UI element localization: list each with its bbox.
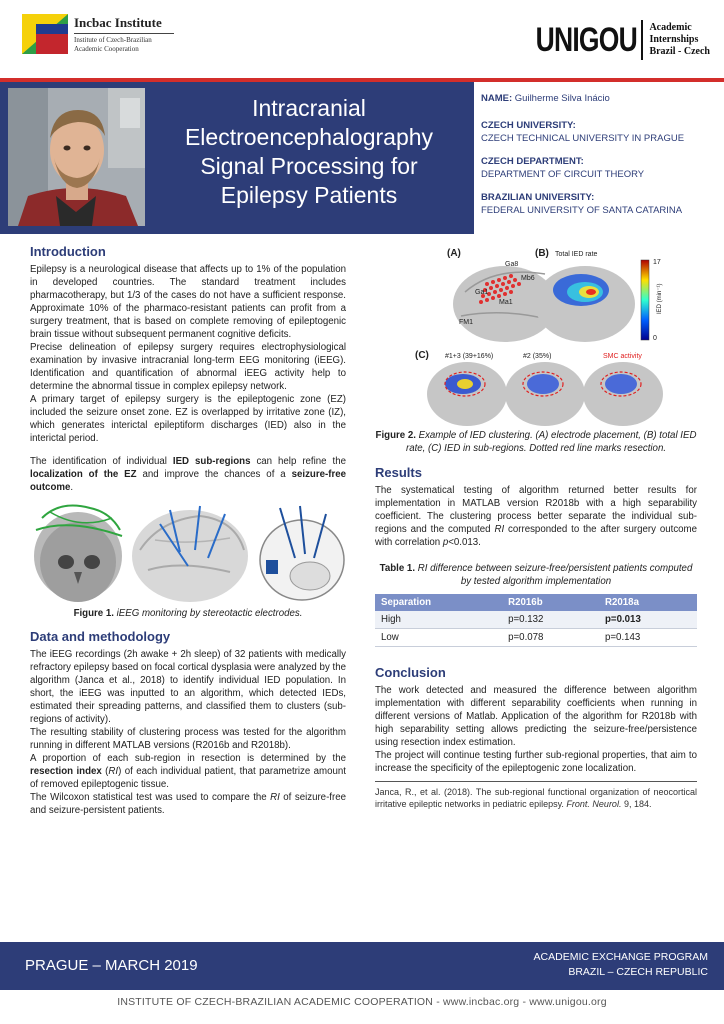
left-column [30, 244, 346, 817]
poster-title [150, 94, 468, 210]
introduction-heading: Introduction [30, 244, 106, 259]
electrode-ga8: Ga8 [505, 261, 519, 268]
table-1-caption: Table 1. RI difference between seizure-free/persistent patients computed by tested algorithm implementation [379, 563, 693, 587]
fig2-b-title: Total IED rate [555, 251, 598, 258]
unigou-wordmark: UNIGOU [536, 21, 638, 59]
footer-location-date: PRAGUE – MARCH 2019 [25, 957, 198, 974]
info-czech-department [481, 155, 724, 181]
table-row: Low p=0.078 p=0.143 [375, 629, 697, 647]
conclusion-paragraph-2: The project will continue testing further sub-regional properties, that aim to increase the specificity of the epileptogenic zone localization. [375, 750, 697, 774]
electrode-mb6: Mb6 [521, 275, 535, 282]
figure-2-image [375, 244, 697, 430]
table-row: High p=0.132 p=0.013 [375, 611, 697, 629]
czech-dept-value: DEPARTMENT OF CIRCUIT THEORY [481, 169, 645, 180]
info-brazilian-university [481, 191, 724, 217]
electrode-ma1: Ma1 [499, 299, 513, 306]
footer-program-line1: ACADEMIC EXCHANGE PROGRAM [533, 951, 708, 963]
methods-paragraph-3: A proportion of each sub-region in resection is determined by the resection index (RI) of each individual patient, that parametrize amount of removed epileptogenic tissue. [30, 752, 346, 790]
footer-institute-links[interactable]: INSTITUTE OF CZECH-BRAZILIAN ACADEMIC COOPERATION - www.incbac.org - www.unigou.org [117, 996, 607, 1008]
incbac-name: Incbac Institute [74, 14, 162, 30]
fig2-c1-label: #1+3 (39+16%) [445, 353, 494, 360]
author-info [474, 82, 724, 234]
fig2-label-a: (A) [447, 248, 461, 259]
incbac-flag-icon [22, 14, 68, 54]
scale-max: 17 [653, 259, 661, 266]
fig2-c3-label: SMC activity [603, 353, 642, 360]
name-label: NAME: [481, 93, 513, 104]
right-column [375, 244, 697, 810]
unigou-divider [641, 20, 643, 60]
fig2-label-b: (B) [535, 248, 549, 259]
methods-paragraph-1: The iEEG recordings (2h awake + 2h sleep) of 32 patients with medically refractory epilepsy based on focal cortical dysplasia were analyzed by the algorithm (Janca et al., 2018) to identify individual IED population. In short, the iEEG was inputted to an algorithm, which detected IEDs, estimated their spreading patterns, and classified them to clusters (sub-regions of activity). [30, 648, 346, 725]
results-paragraph: The systematical testing of algorithm returned better results for implementation in MATLAB version R2018b with a high separability coefficient. The clustering process better separate the individual sub-regions and the computed RI corresponded to the after surgery outcome with correlation p<0.013. [375, 485, 698, 548]
intro-paragraph-1: Epilepsy is a neurological disease that affects up to 1% of the population in developed countries. The standard treatment includes pharmacotherapy, but 1/3 of the cases do not have a sufficient response. Approximate 10% of the pharmaco-resistant patients can profit from a surgery treatment, that is based on complete removing of epileptogenic brain tissue without subsequent permanent cognitive deficits. [30, 264, 346, 340]
reference: Janca, R., et al. (2018). The sub-regional functional organization of neocortical irritative epileptic networks in pediatric epilepsy. Front. Neurol. 9, 184. [375, 781, 697, 810]
unigou-logo[interactable] [507, 20, 710, 60]
fig2-label-c: (C) [415, 350, 429, 361]
conclusion-heading: Conclusion [375, 665, 446, 680]
czech-uni-value: CZECH TECHNICAL UNIVERSITY IN PRAGUE [481, 133, 685, 144]
header [0, 0, 724, 78]
table-header-separation: Separation [375, 594, 502, 611]
incbac-sub2: Academic Cooperation [74, 44, 139, 53]
conclusion-paragraph-1: The work detected and measured the difference between algorithm implementation with different separability coefficients when running in different versions of Matlab. Application of the algorithm for R2018b with high separability setting allows predicting the seizure-free/persistence using resection index estimation. [375, 685, 697, 748]
czech-dept-label: CZECH DEPARTMENT: [481, 156, 584, 167]
figure-1-image [30, 500, 346, 608]
scale-label: IED (min⁻¹) [657, 283, 663, 314]
unigou-sub2: Internships [649, 34, 699, 45]
footer-program [534, 950, 708, 980]
methods-paragraph-4: The Wilcoxon statistical test was used to compare the RI of seizure-free and seizure-persistent patients. [30, 791, 346, 816]
title-line2: Electroencephalography [184, 124, 434, 150]
intro-paragraph-2: Precise delineation of epilepsy surgery requires electrophysiological examination by invasive intracranial long-term EEG monitoring (iEEG). Identification and quantification of abnormal iEEG activity help to determine the abnormal tissue in complex epilepsy network. [30, 342, 346, 392]
table-header-r2016b: R2016b [502, 594, 599, 611]
title-line3: Signal Processing for [200, 153, 418, 179]
electrode-fm1: FM1 [459, 319, 473, 326]
figure-2-caption: Figure 2. Example of IED clustering. (A) electrode placement, (B) total IED rate, (C) IED in sub-regions. Dotted red line marks resection. [375, 430, 697, 454]
table-header-r2018a: R2018a [599, 594, 697, 611]
intro-paragraph-3: A primary target of epilepsy surgery is the epileptogenic zone (EZ) included the seizure onset zone. EZ is overlapped by irritative zone (IZ), which generates interictal epileptiform discharges (IED) also in the interictal period. [30, 394, 346, 444]
incbac-logo[interactable] [22, 14, 174, 54]
br-uni-value: FEDERAL UNIVERSITY OF SANTA CATARINA [481, 205, 683, 216]
results-heading: Results [375, 465, 422, 480]
results-table [375, 594, 697, 647]
czech-uni-label: CZECH UNIVERSITY: [481, 120, 576, 131]
footer-program-line2: BRAZIL – CZECH REPUBLIC [568, 966, 708, 978]
methods-heading: Data and methodology [30, 628, 171, 644]
author-photo [8, 88, 145, 226]
incbac-sub1: Institute of Czech-Brazilian [74, 35, 152, 44]
intro-paragraph-4: The identification of individual IED sub-regions can help refine the localization of the EZ and improve the chances of a seizure-free outcome. [30, 456, 346, 493]
unigou-sub3: Brazil - Czech [649, 46, 710, 57]
info-name [481, 92, 724, 105]
footer-band [0, 942, 724, 990]
title-line4: Epilepsy Patients [220, 182, 398, 208]
unigou-sub1: Academic [649, 22, 692, 33]
br-uni-label: BRAZILIAN UNIVERSITY: [481, 192, 595, 203]
name-value: Guilherme Silva Inácio [514, 93, 610, 104]
methods-paragraph-2: The resulting stability of clustering process was tested for the algorithm running in different MATLAB versions (R2016b and R2018b). [30, 726, 346, 751]
fig2-c2-label: #2 (35%) [523, 353, 552, 360]
title-line1: Intracranial [252, 95, 366, 121]
electrode-ga1: Ga1 [475, 289, 489, 296]
figure-1-caption: Figure 1. iEEG monitoring by stereotactic electrodes. [73, 608, 303, 619]
scale-min: 0 [653, 335, 657, 342]
info-czech-university [481, 119, 724, 145]
